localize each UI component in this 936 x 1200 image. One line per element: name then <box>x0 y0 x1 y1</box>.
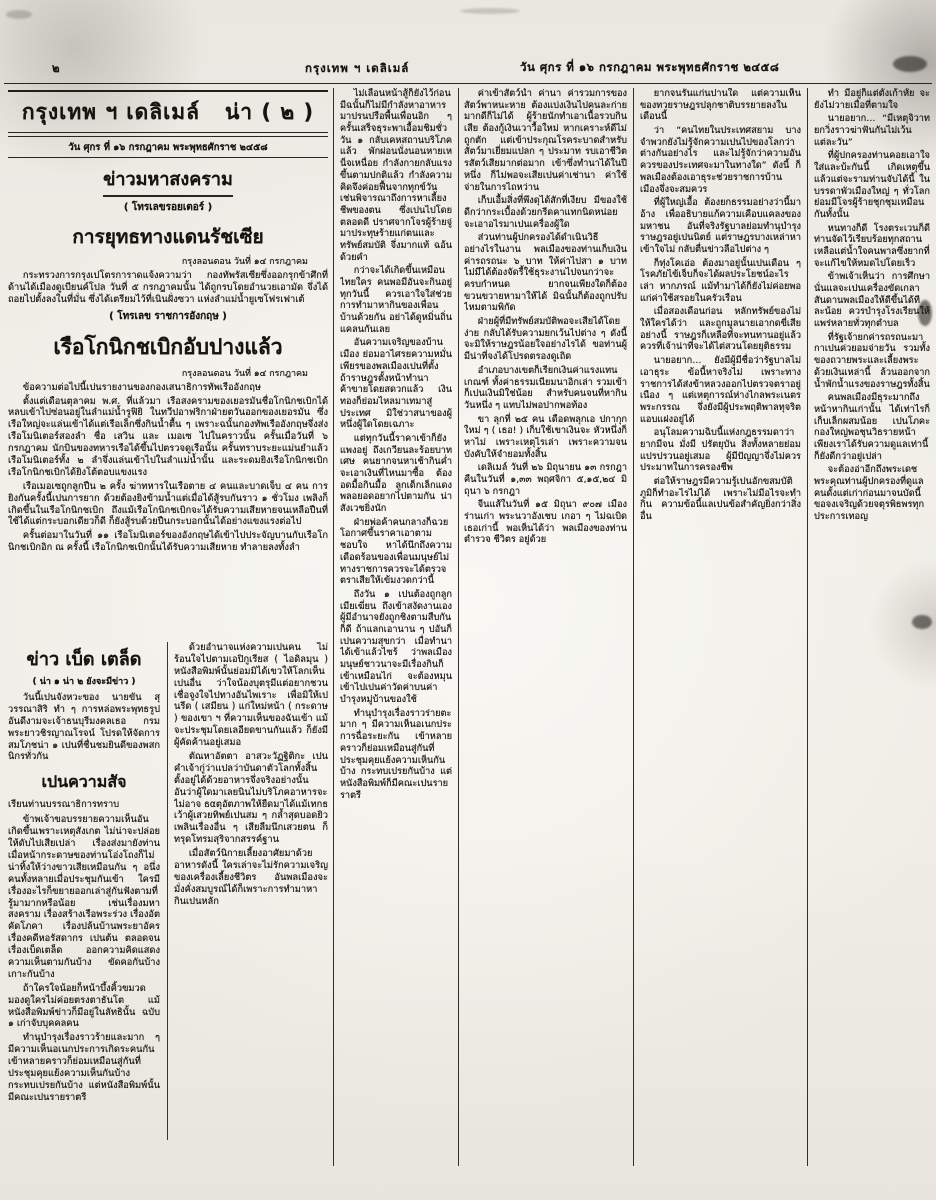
body-paragraph: ข้าพเจ้าเห็นว่า การศึกษานั่นแลจะเปนเครื่องขัดเกลาสันดานพลเมืองให้ดีขึ้นได้ทีละน้อย ควรบำรุงโรงเรียนให้แพร่หลายทั่วทุกตำบล <box>814 271 930 330</box>
feature-half-columns <box>8 642 328 1140</box>
body-paragraph: ทำนุบำรุงเรื่องราวร่ายตะมาก ๆ มีความเห็นอเนกประการฉื่อระยะกัน เข้าหลายคราวก็ย่อมเหมือนสู่กันที่ประชุมคุยแย้งความเห็นกันบ้าง กระทบเปรยกันบ้าง แต่หนังสือพิมพ์ก็มีคณะเปนรายราตรี <box>340 707 452 801</box>
body-paragraph: อำเภอบางเขตก็เรียกเงินค่าแรงแทนเกณฑ์ ทั้งค่าธรรมเนียมนาอิกเล่า รวมเข้าก็เปนเงินมิใช่น้อย สำหรับคนจนที่หากินวันหนึ่ง ๆ แทบไม่พอปากพอท้อง <box>464 364 627 411</box>
body-paragraph: ถ้าใครใจน้อยก็หน้าบึ้งคิ้วขมวด มองดูใครไม่ค่อยตรงตาธันโต แม้หนังสือพิมพ์ข่าวก็มีอยู่ในลัทธินั้น ฉบับ ๑ เก่าจับบุคคลคน <box>8 982 160 1030</box>
feature-right-half-column <box>174 642 328 1140</box>
misc-news-body <box>8 692 160 763</box>
masthead-bottom-rule <box>8 157 328 158</box>
body-paragraph: ที่ผู้ใหญ่เอื้อ ต้องยกธรรมอย่างว่านี้มาอ้าง เพื่ออธิบายแก้ความเคือบแคลงของมหาชน อันที่จริงรัฐบาลย่อมทำนุบำรุงราษฎรอยู่เปนนิตย์ แต่ราษฎรบางเหล่าหาเข้าใจไม่ กลับตื่นข่าวลือไปต่าง ๆ <box>640 197 801 255</box>
body-paragraph: ทำนุบำรุงเรื่องราวร้ายและมาก ๆ มีความเห็นอเนกประการเกิดระคนกัน เข้าหลายคราวก็ย่อมเหมือนสู่กันที่ประชุมคุยแย้งความเห็นกันบ้าง กระทบเปรยกันบ้าง แต่หนังสือพิมพ์นั้นมีคณะเปนรายราตรี <box>8 1032 160 1103</box>
body-paragraph: จะต้องอ่าอีกถึงพระเดชพระคุณท่านผู้ปกครองที่ดูแลคนดั้งแต่เก่าก่อนมาจนบัดนี้ ขอจงเจริญด้วยจตุรพิธพรทุกประการเทอญ <box>814 464 925 523</box>
body-paragraph: ทำ มีอยู่ก็แต่ตั้งเก้าหั้ย จะยังไม่วายเมื่อที่ตามใจ <box>814 88 930 111</box>
body-paragraph: ครั้นต่อมาในวันที่ ๑๑ เรือโมนิเตอร์ของอังกฤษได้เข้าไปประจัญบานกับเรือโกนิกชเบิกอิก ณ ครั้งนี้ เรือโกนิกชเบิกนั้นได้รับความเสียหาย ทำลายลงทั้งลำ <box>8 530 328 554</box>
body-paragraph: วันนี้เปนจังหวะของ นายขัน สุวรรณาสิริ ทำ ๆ การหล่อพระพุทธรูปอันดีงามจะเจ้าธนบุรีมงคลเธอ กรมพระยาวชิรญาณโรจน์ โปรดให้จัดการสมโภชน่า ๑ เปนที่ชื่นชมยินดีของพสกนิกรทั่วกัน <box>8 692 160 763</box>
body-paragraph: ก็ทุ่งโคเอ่อ ต้องมาอยู่นั้นเปนเดือน ๆ โรคภัยไข้เจ็บก็จะได้ผลประโยชน์อะไรเล่า หากภรณ์ แม้ทำมาได้ก็ยังไม่ค่อยพอแก่ค่าใช้สรอยในครัวเรือน <box>640 257 801 304</box>
body-paragraph: เมื่อสองเดือนก่อน หลักทรัพย์ของไม่ให้ใครได้ว่า และถูกมูลนายเอากดขี่เสียอย่างนี้ ราษฎรก็เหลือที่จะทนทานอยู่แล้ว ควรที่เจ้าน่าที่จะได้ไต่สวนโดยยุติธรรม <box>640 306 801 353</box>
masthead-page-label: น่า ( ๒ ) <box>224 100 315 124</box>
body-paragraph: เรือเมอเซถูกลูกปืน ๒ ครั้ง ฆ่าทหารในเรือตาย ๔ คนและบาดเจ็บ ๔ คน การยิงกันครั้งนี้เปนการยาก ด้วยต้องยิงข้ามน้ำแต่เมื่อได้สู้รบกันราว ๑ ชั่วโมง เพลิงก็เกิดขึ้นในเรือโกนิกชเบิก ถึงแม้เรือโกนิกชเบิกจะได้รับความเสียหายจนเหลือปืนที่ใช้ได้แต่กระบอกเดียวก็ดี ก็ยังสู้รบด้วยปืนกระบอกนั้นได้อย่างแขงแรงต่อไป <box>8 480 328 528</box>
article-russian-front-body <box>8 270 328 306</box>
scan-artifact <box>6 10 32 19</box>
body-paragraph: นายอยาก… “มีเหตุจิวาท ยกวิ่งราวฆ่าฟันกันไม่เว้นแต่ละวัน” <box>814 113 930 148</box>
british-official-credit: ( โทรเลข ราชการอังกฤษ ) <box>109 310 227 322</box>
body-paragraph: หนทางก็ดี โรงตระเวนก็ดี ท่านจัดไว้เรียบร้อยทุกสถาน เหลือแต่น้ำใจคนพาลซึ่งยากที่จะแก้ไขให้หมดไปโดยเร็ว <box>814 222 930 269</box>
letter-headline: เปนความสัจ <box>41 772 127 792</box>
page-number: ๒ <box>52 61 60 75</box>
body-paragraph: อันความเจริญของบ้านเมือง ย่อมอาไศรยความหมั่นเพียรของพลเมืองเปนที่ตั้ง ถ้าราษฎรตั้งหน้าทำนาค้าขายโดยสดวกแล้ว เงินทองก็ย่อมไหลมาเทมาสู่ประเทศ มิใช่วาสนาของผู้หนึ่งผู้ใดโดยเฉภาะ <box>340 337 452 431</box>
half-column-rule <box>167 642 168 1140</box>
body-paragraph: คนพลเมืองมีธุระมากถึงหน้าหากินเก่านั้น ได้เท่าไรก็เก็บเล็กผสมน้อย เปนโภคะกองใหญ่พอชุนวิธรายหน้า เพียงเราได้รับความดูแลเท่านี้ก็ยังดีกว่าอยู่เปล่า <box>814 392 930 462</box>
body-paragraph: ด้วยอำนาจแห่งความเปนคน ไม่ร้อนใจไปตามเอปิกูเรียส ( ไอดิลมุน ) หนังสือพิมพ์นั้นย่อมมิได้เขวให้โลกเห็นเปนอื่น ว่าใจน้องบุตรุมีแต่อยากชวนเชื่อจูงใจไปทางอันไพเราะ เพื่อมิให้เปนรีด ( เสมียน ) แก่ใหม่หน้า ( กระดาษ ) ของเขา ฯ ที่ความเห็นของฉันเข้า แม้จะประชุมโดยเลอียดขานกันแล้ว ก็ยังมีผู้คัดค้านอยู่เสมอ <box>174 642 328 749</box>
body-paragraph: ข้าพเจ้าขอบรรยายความเห็นอันเกิดขึ้นเพราะเหตุสังเกต ไม่น่าจะปล่อยให้ดับไปเสียเปล่า เรื่องส่งมายังท่าน เมื่อหน้ากระดาษของท่านโอ่งโถงก็ไม่น่าทิ้งให้ว่างขาวเสียเหมือนกัน ๆ อนึ่งคนทั้งหลายเมื่อประชุมกันเข้า ใครมีเรื่องอะไรก็ขยายออกเล่าสู่กันฟังตามที่รู้มามากหรือน้อย เช่นเรื่องมหาสงคราม เรื่องสร้างเรือพระร่วง เรื่องอัตคัดโภคา เรื่องปล้นบ้านพระยาอัคร เรื่องคดีหอรัสดากร เปนต้น ตลอดจนเรื่องเบ็ดเตล็ด ออกความคิดแสดงความเห็นตามกันบ้าง ขัดคอกันบ้าง เกาะกันบ้าง <box>8 814 160 980</box>
column-rule <box>633 88 634 1166</box>
body-paragraph: กระทรวงการกรุงเปโตรการาดแจ้งความว่า กองทัพรัสเซียซึ่งออกรุกข้าศึกที่ด้านได้เมืองดูเบียนค์โปล วันที่ ๕ กรกฎาคมนั้น ได้ถูกรบโดยอำนวยเอามัด จึ่งได้ถอยไปตั้งลงในที่มั่น ซึ่งได้เตรียมไว้ที่เนินฝั่งซวา แห่งลำแม่น้ำยูเซโฟรเฟาเต้ <box>8 270 328 305</box>
body-paragraph: ขา ลุกที่ ๒๕ คน เดือดพลุกเอ ปกากุก ใหม่ ๆ ( เธอ! ) เก็บใช้เขาเงินจะ หัวหนึ่งก็หาไม่ เพราะเหตุไรเล่า เพราะความจนบังคับให้จำยอมทั้งสิ้น <box>464 413 627 460</box>
dateline-london-2: กรุงลอนดอน วันที่ ๑๔ กรกฎาคม <box>181 368 308 379</box>
body-paragraph: ต่อให้ราษฎรมีความรู้เปนอักขสมบัติ ภูมิก็ทำอะไรไม่ได้ เพราะไม่มีอไรจะทำกิน ความข้อนี้แลเปนข้อสำคัญยิ่งกว่าสิ่งอื่น <box>640 476 801 523</box>
column-rule <box>458 88 459 1166</box>
body-paragraph: ฝ่ายผู้ที่มีทรัพย์สมบัติพอจะเสียได้โดยง่าย กลับได้รับความยกเว้นไปต่าง ๆ ดังนี้จะมิให้ราษฎรน้อยใจอย่างไรได้ ขอท่านผู้มีน่าที่จงได้โปรดตรองดูเถิด <box>464 316 627 363</box>
misc-news-title: ข่าว เบ็ด เตล็ด <box>26 649 142 670</box>
body-paragraph: นายอยาก… ยังมีผู้มีชื่อว่ารัฐบาลไม่เอาธุระ ข้อนี้หาจริงไม่ เพราะทางราชการได้ส่งข้าหลวงออกไปตรวจตราอยู่เนือง ๆ แต่เหตุการณ์ห่างไกลพระเนตรพระกรรณ จึ่งยังมีผู้ประพฤติพาลทุจริตแอบแฝงอยู่ได้ <box>640 355 801 425</box>
body-paragraph: เก็บเอื้มสิ่งที่พึงดุได้สักที่เงียบ มีของใช้ดีกว่ากระเบื้องด้วยกรีดคาแทกนิดหน่อย จะเอาอไรมาเปนเครื่องผู้ใด <box>464 195 627 230</box>
masthead-title-text: กรุงเทพ ฯ เดลิเมล์ <box>21 100 201 124</box>
text-column-3 <box>464 88 627 1164</box>
masthead-rule <box>8 132 328 137</box>
body-paragraph: ฝ่ายพ่อค้าคนกลางก็ฉวยโอกาศขึ้นราคาเอาตามชอบใจ หาได้นึกถึงความเดือดร้อนของเพื่อนมนุษย์ไม่ ทางราชการควรจะได้ตรวจตราเสียให้เข้มงวดกว่านี้ <box>340 516 452 587</box>
body-paragraph: จีนแส้ในวันที่ ๑๕ มิถุนา ๙๐๗ เมืองร่านเก่า พระนวาอังเชบ เกอา ๆ ไม่ฉเบิดเธอเก่านี้ พอเห็นได้ว่า พลเมืองของท่าน ตำรวจ ชีวิตร อยู่ด้วย <box>464 499 627 546</box>
letter-body <box>8 814 160 1103</box>
body-paragraph: เดลิเมล์ วันที่ ๒๖ มิถุนายน ๑๓ กรกฎา คืนในวันที่ ๑,๓๓ พฤศจิกา ๕,๑๕,๒๔ มิถุนา ๖ กรกฎา <box>464 462 627 497</box>
scan-artifact <box>460 8 520 14</box>
headline-russian-front: การยุทธทางแดนรัชเซีย <box>72 226 264 248</box>
misc-news-column <box>8 642 160 1140</box>
body-paragraph: เมื่อสัตว์นิกายเลี้ยงอาศัยมาด้วยอาหารดังนี้ ใครเล่าจะไม่รักความเจริญของเครื่องเลี้ยงชีวิตร อันพลเมืองจะมั่งคั่งสมบูรณ์ได้ก็เพราะการทำมาหากินเปนหลัก <box>174 848 328 907</box>
body-paragraph: ว่า “คนไทยในประเทศสยาม บางจำพวกยังไม่รู้จักความเปนไปของโลกว่าต่างกันอย่างไร และไม่รู้จักว่าความอันควรของประเทศจะมาในทางใด” ดังนี้ ก็พลเมืองต้องเอาธุระช่วยราชการบ้านเมืองจึ่งจะสมควร <box>640 125 801 195</box>
headline-konigsberg: เรือโกนิกชเบิกอับปางแล้ว <box>53 334 283 359</box>
header-rule <box>4 83 932 84</box>
masthead-title <box>8 96 328 129</box>
text-column-2 <box>340 88 452 1164</box>
body-paragraph: ข้อความต่อไปนี้เปนรายงานของกองเสนาธิการทัพเรืออังกฤษ <box>22 381 262 393</box>
masthead-date: วัน ศุกร ที่ ๑๖ กรกฎาคม พระพุทธศักราช ๒๔๕๘ <box>68 142 268 153</box>
masthead <box>8 90 328 158</box>
feature-column <box>8 90 328 556</box>
body-paragraph: ไม่เลื่อนหน้าสู้ก็ยังไว้ก่อน มีฉนั้นก็ไม่มีกำลังหาอาหารมาปรนปรือพื้นเพื่อนอิก ๆ ครั้นเสร็จธุระพาเอื้อมชิมชั่ววัน ๑ กลับเคหสถานบริโภคแล้ว พักผ่อนนั่งนอนหายเหน็จเหนื่อย กำลังกายกลับแรงขึ้นตามปกติแล้ว กำลังความคิดจึงค่อยฟื้นจากทุกข์วัน เช่นพิจารณาถึงการหาเลี้ยงชีพของตน ซึ่งเปนไปโดยตลอดดี ปราศจากโจรผู้ร้ายจู่มาประทุษร้ายแก่ตนและทรัพย์สมบัติ จึ่งมากแท้ ฉอ้นด้วยคำ <box>340 88 452 263</box>
column-rule <box>807 88 808 1166</box>
body-paragraph: ตัณหาอัตตา อาสวะวัฏฐิติกะ เปนคำเจ้ากู่ว่าแปลว่าบันดาตัวโลกทั้งสิ้น ตั้งอยู่ได้ด้วยอาหารจึ่งจริงอย่างนั้น อันว่าผู้ใดมาเลยนินไม่บริโภคอาหารจะไม่อาจ ธαตุอัตภาพให้ยืดมาได้แม้เทกธเว้าผู้เสวยทิพย์เปนสม ๆ กล้ำสุดบอดยิวเพลินเรื่องอื่น ๆ เสียลืมนึกเสวยตน ก็ทรุดโทรมสุริจากสรรค์ฐาน <box>174 751 328 846</box>
text-column-4 <box>640 88 801 1164</box>
dateline-london-1: กรุงลอนดอน วันที่ ๑๔ กรกฎาคม <box>181 257 308 267</box>
war-news-section-title-text: ข่าวมหาสงคราม <box>103 164 233 197</box>
running-date: วัน ศุกร ที่ ๑๖ กรกฎาคม พระพุทธศักราช ๒๔๕๘ <box>520 60 780 74</box>
article-konigsberg-body <box>8 382 328 554</box>
running-header <box>0 58 936 82</box>
letter-salutation: เรียนท่านบรรณาธิการทราบ <box>8 799 120 811</box>
body-paragraph: กว่าจะได้เกิดขึ้นเหมือนไทยใคร คนพอมีอันจะกินอยู่ทุกวันนี้ ควรเอาใจใส่ช่วยการทำมาหากินของเพื่อนบ้านด้วยกัน อย่าได้ดูหมิ่นถิ่นแคลนกันเลย <box>340 265 452 335</box>
body-paragraph: ที่รัฐเจ้ายกค่ารถรถนะมากาเปนค่วยอมจ่ายวัน รวมทั้งของถวายพระและเลี้ยงพระด้วยเงินเหล่านี้ ล้วนออกจากน้ำพักน้ำแรงของราษฎรทั้งสิ้น <box>814 331 930 390</box>
body-paragraph: ค่าเข้าสัตว์น้ำ ค่านา ค่ารวมการของสัตว์พาหนะหาย ต้องแบ่งเงินไปคนละก่าย มากดีก็ไม่ได้ ผู้ร้ายนักทำเอาเนื้อรวบกินเสีย ต้องกู้เงินเวาวื้อใหม่ หากเคราะห์ดีไม่ถูกตัก แต่เข้าประกุณโรคระบาดสำหรับสัตว์มาเยี่ยมแปลก ๆ ประมาท รบเอาชีวิตรสัตว์เสียมากต่อมาก เข้าซึ่งทำนาได้ในปีหนึ่ง ก็ไม่พอจะเสียเปนค่าเช่านา ค่าใช้จ่ายในการไถหว่าน <box>464 88 627 193</box>
text-column-5 <box>814 88 930 1164</box>
misc-news-subtitle: ( น่า ๑ น่า ๒ ยังจะมีข่าว ) <box>32 677 136 687</box>
war-news-section-title <box>8 164 328 197</box>
body-paragraph: ส่วนท่านผู้ปกครองได้ดำเนินวิธีอย่างไรในงาน พลเมืองของท่านเก็บเงินค่ารถรถนะ ๖ บาท ให้ค่าไปสา ๑ บาท ไม่มีได้ต้องจัดรี้ใช้ธุระงานไปจนกว่าจะครบกำหนด ยากจนเพียงใดก็ต้องขวนขวายหามาให้ได้ มิฉนั้นก็ต้องถูกปรับไหมตามพิกัด <box>464 232 627 314</box>
war-news-credit: ( โทรเลขรอยเตอร์ ) <box>123 202 213 213</box>
body-paragraph: แต่ทุกวันนี้ราคาเข้าก็ยังแพงอยู่ ถึงเกวียนละร้อยบาทเศษ คนยากจนหาเช้ากินค่ำจะเอาเงินที่ไหนมาซื้อ ต้องอดมื้อกินมื้อ ลูกเด็กเล็กแดงพลอยอดอยากไปตามกัน น่าสังเวชยิ่งนัก <box>340 432 452 515</box>
body-paragraph: อนุโลมความฉิบนี้แห่งกฎธรรมดาว่า ยากมีจน มั่งมี ปรัตยุบัน สิ่งทั้งหลายย่อมแปรปรวนอยู่เสมอ ผู้มีปัญญาจึ่งไม่ควรประมาทในการครองชีพ <box>640 427 801 474</box>
body-paragraph: ตั้งแต่เดือนตุลาคม พ.ศ. ที่แล้วมา เรือสงครามของเยอรมันชื่อโกนิกชเบิกได้หลบเข้าไปซ่อนอยู่ในลำแม่น้ำรูฟิยิ ในทวีปอาฟริกาฝ่ายตวันออกของเยอรมัน ซึ่งเรือใหญ่จะแล่นเข้าได้แต่เรือเล็กซึ่งกินน้ำตื้น ๆ เพราะฉนั้นกองทัพเรืออังกฤษจึ่งส่งเรือโมนิเตอร์สองลำ ชื่อ เสวิน และ เมอเซ ไปในคราวนั้น ครั้นเมื่อวันที่ ๖ กรกฎาคม นักบินของทหารเรือได้ขึ้นไปตรวจดูเรือนั้น ครั้นทราบระยะแม่นยำแล้ว เรือโมนิเตอร์ทั้ง ๒ ลำจึ่งแล่นเข้าไปในลำแม่น้ำนั้น และระดมยิงเรือโกนิกชเบิก เรือโกนิกชเบิกได้ยิงโต้ตอบแขงแรง <box>8 395 328 478</box>
body-paragraph: ที่ผู้ปกครองท่านคอยเอาใจใส่และบ้ะกันนี้ เกิดเหตุขึ้นแล้วแต่จะรามท่านจับได้นี้ ในบรรดาพัวเมืองใหญ่ ๆ ทั่วโลกย่อมมีโจรผู้ร้ายชุกชุมเหมือนกันทั้งนั้น <box>814 150 930 220</box>
body-paragraph: ถึงวัน ๑ เปนต้องถูกลูกเมียเฆี่ยน ถึงเข้าสงัดงานเองผู้มีอำนาจยังถูกชิงตามสืบกันก็ดี ถ้าแลกเอานาน ๆ ปอันก็เปนความสุขกว่า เมื่อทำนาได้เข้าแล้วไซร้ ว่าพลเมืองมนุษย์ชาวนาจะมีเรื่องกินก็เข้าเหมือนไก่ จะต้องหมุนเข้าไปเปนค่าวัดค่าบนค่าบำรุงหมู่บ้านของใช้ <box>340 588 452 706</box>
running-title: กรุงเทพ ฯ เดลิเมล์ <box>305 61 410 75</box>
body-paragraph: ยากจนรันแก่นปานใด แต่ความเห็นของทวยราษฎรปลุกชาติบรรยายลงในเดือนนี้ <box>640 88 801 123</box>
column-rule <box>333 88 334 1166</box>
